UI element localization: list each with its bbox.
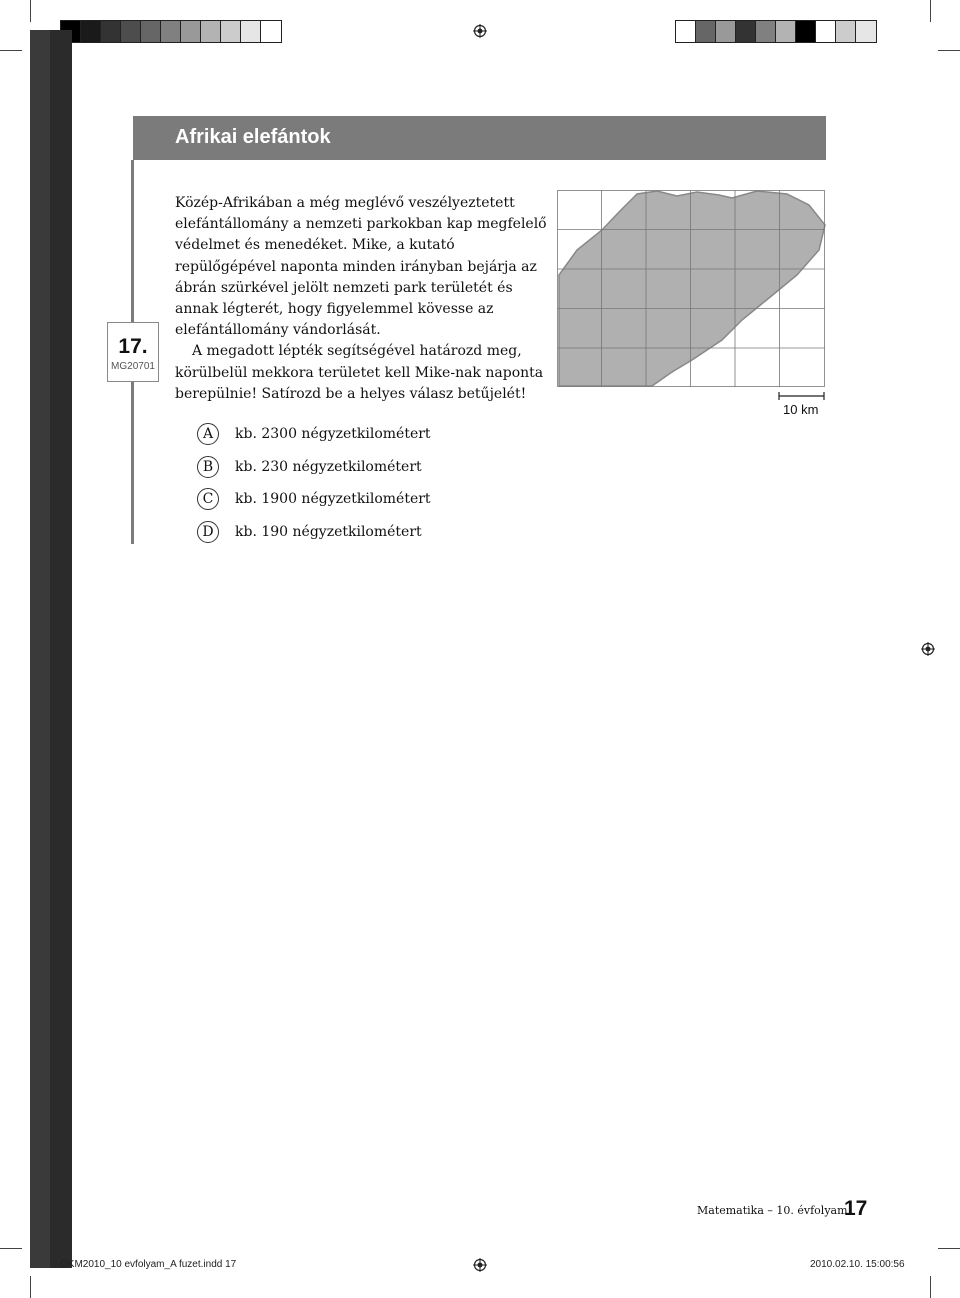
registration-mark-icon — [473, 24, 487, 38]
registration-mark-icon — [473, 1258, 487, 1272]
task-number-box — [107, 322, 159, 382]
option-letter[interactable]: B — [197, 456, 219, 478]
color-bar-left — [60, 20, 282, 43]
crop-mark — [0, 1248, 22, 1249]
registration-mark-icon — [921, 642, 935, 656]
option-text: kb. 2300 négyzetkilométert — [235, 426, 431, 442]
slug-date: 2010.02.10. 15:00:56 — [810, 1259, 905, 1270]
option-letter[interactable]: D — [197, 521, 219, 543]
page-edge-strip — [30, 30, 50, 1268]
task-text — [175, 193, 555, 405]
footer-subject: Matematika – 10. évfolyam — [697, 1204, 848, 1217]
crop-mark — [930, 1276, 931, 1298]
option-text: kb. 190 négyzetkilométert — [235, 524, 422, 540]
task-number: 17. — [118, 335, 148, 358]
scale-label: 10 km — [783, 402, 819, 417]
option-letter[interactable]: A — [197, 423, 219, 445]
park-map-figure — [557, 190, 827, 388]
page-number: 17 — [844, 1197, 868, 1220]
crop-mark — [30, 0, 31, 22]
task-paragraph-1: Közép-Afrikában a még meglévő veszélyeztetett elefántállomány a nemzeti parkokban kap megfelelő védelmet és menedéket. Mike, a kutató repülőgépével naponta minden irányban bejárja az ábrán szürkével jelölt nemzeti park területét és annak légterét, hogy figyelemmel kövesse az elefántállomány vándorlását. — [175, 195, 547, 339]
option-text: kb. 1900 négyzetkilométert — [235, 491, 431, 507]
task-code: MG20701 — [111, 361, 155, 372]
crop-mark — [30, 1276, 31, 1298]
scale-bar — [778, 391, 826, 401]
option-letter[interactable]: C — [197, 488, 219, 510]
color-bar-right — [675, 20, 877, 43]
task-title: Afrikai elefántok — [175, 126, 331, 148]
crop-mark — [938, 50, 960, 51]
task-paragraph-2: A megadott lépték segítségével határozd meg, körülbelül mekkora területet kell Mike-nak naponta berepülnie! Satírozd be a helyes válasz betűjelét! — [175, 343, 544, 402]
slug-file: OKM2010_10 evfolyam_A fuzet.indd 17 — [60, 1259, 237, 1270]
crop-mark — [930, 0, 931, 22]
national-park-area — [559, 191, 825, 386]
crop-mark — [938, 1248, 960, 1249]
page-edge-strip-inner — [50, 30, 72, 1268]
crop-mark — [0, 50, 22, 51]
task-title-bar — [133, 116, 826, 160]
option-text: kb. 230 négyzetkilométert — [235, 459, 422, 475]
